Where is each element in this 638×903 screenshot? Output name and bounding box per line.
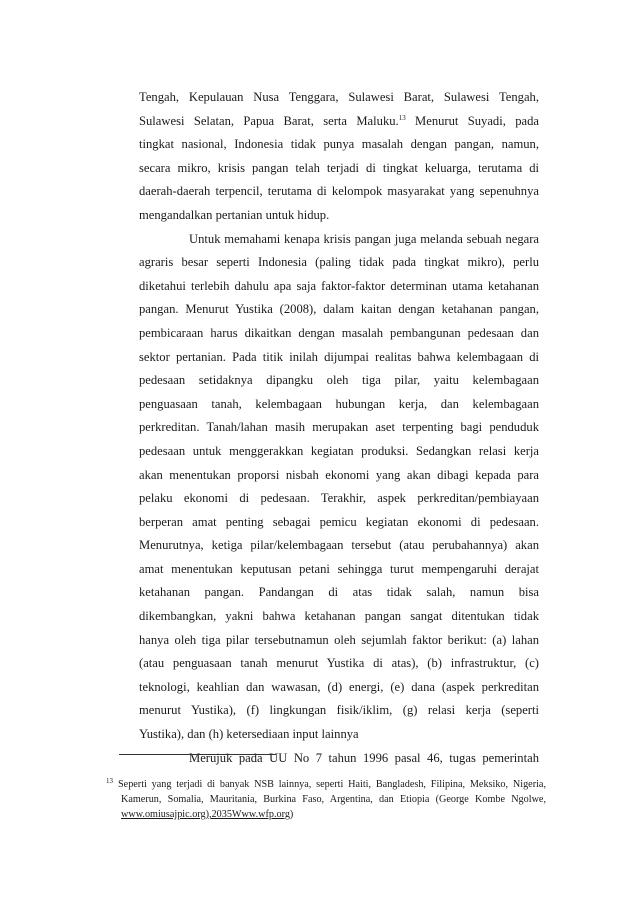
body-line-1: Tengah, Kepulauan Nusa Tenggara, Sulawesi Barat, Sulawesi Tengah, xyxy=(139,90,539,104)
footnote-line-2: Kamerun, Somalia, Mauritania, Burkina Faso, Argentina, dan Etiopia (George Kombe Ngolwe, xyxy=(121,794,546,805)
body-line-13: pedesaan setidaknya dipangku oleh tiga pilar, yaitu kelembagaan xyxy=(139,373,539,388)
body-line-16: pedesaan untuk menggerakkan kegiatan produksi. Sedangkan relasi kerja xyxy=(139,443,539,458)
body-line-10: pangan. Menurut Yustika (2008), dalam kaitan dengan ketahanan pangan, xyxy=(139,302,539,317)
footnote-line-3 xyxy=(106,807,546,822)
body-line-22: ketahanan pangan. Pandangan di atas tidak salah, namun bisa xyxy=(139,585,539,600)
body-line-9: diketahui terlebih dahulu apa saja faktor-faktor determinan utama ketahanan xyxy=(139,278,539,293)
body-line-2-tail: Menurut Suyadi, pada xyxy=(405,113,539,128)
body-line-6: mengandalkan pertanian untuk hidup. xyxy=(139,207,330,222)
body-line-26: teknologi, keahlian dan wawasan, (d) energi, (e) dana (aspek perkreditan xyxy=(139,679,539,694)
body-line-17: akan menentukan proporsi nisbah ekonomi yang akan dibagi kepada para xyxy=(139,467,539,482)
body-text xyxy=(139,86,539,770)
footnote-reference[interactable]: 13 xyxy=(398,113,406,122)
body-line-28: Yustika), dan (h) ketersediaan input lainnya xyxy=(139,727,359,742)
footnote-link[interactable]: www.omiusajpic.org),2035Www.wfp.org xyxy=(121,809,290,820)
body-line-4: secara mikro, krisis pangan telah terjadi di tingkat keluarga, terutama di xyxy=(139,160,539,175)
footnote-line-1 xyxy=(106,774,546,792)
body-line-20: Menurutnya, ketiga pilar/kelembagaan tersebut (atau perubahannya) akan xyxy=(139,538,539,553)
body-line-21: amat menentukan keputusan petani sehingga turut mempengaruhi derajat xyxy=(139,561,539,576)
body-line-11: pembicaraan harus dikaitkan dengan masalah pembangunan pedesaan dan xyxy=(139,325,539,340)
body-line-12: sektor pertanian. Pada titik inilah dijumpai realitas bahwa kelembagaan di xyxy=(139,349,539,364)
body-line-2 xyxy=(139,110,539,134)
body-line-27: menurut Yustika), (f) lingkungan fisik/iklim, (g) relasi kerja (seperti xyxy=(139,703,539,718)
body-line-25: (atau penguasaan tanah menurut Yustika di atas), (b) infrastruktur, (c) xyxy=(139,656,539,671)
footnote-line-1-text: Seperti yang terjadi di banyak NSB lainnya, seperti Haiti, Bangladesh, Filipina, Meksiko, Nigeria, xyxy=(118,779,546,790)
body-line-5: daerah-daerah terpencil, terutama di kelompok masyarakat yang sepenuhnya xyxy=(139,184,539,199)
body-line-14: penguasaan tanah, kelembagaan hubungan kerja, dan kelembagaan xyxy=(139,396,539,411)
footnote-separator xyxy=(119,754,276,755)
body-line-2-text: Sulawesi Selatan, Papua Barat, serta Maluku. xyxy=(139,113,399,128)
footnote xyxy=(106,774,546,822)
body-line-7: Untuk memahami kenapa krisis pangan juga melanda sebuah negara xyxy=(189,231,539,246)
body-line-23: dikembangkan, yakni bahwa ketahanan pangan sangat ditentukan tidak xyxy=(139,609,539,624)
body-line-29: Merujuk pada UU No 7 tahun 1996 pasal 46, tugas pemerintah xyxy=(189,750,539,765)
footnote-marker: 13 xyxy=(106,777,113,785)
body-line-19: berperan amat penting sebagai pemicu kegiatan ekonomi di pedesaan. xyxy=(139,514,539,529)
body-line-15: perkreditan. Tanah/lahan masih merupakan aset terpenting bagi penduduk xyxy=(139,420,539,435)
body-line-8: agraris besar seperti Indonesia (paling tidak pada tingkat mikro), perlu xyxy=(139,255,539,270)
body-line-3: tingkat nasional, Indonesia tidak punya masalah dengan pangan, namun, xyxy=(139,137,539,152)
footnote-closing: ) xyxy=(289,809,294,820)
body-line-18: pelaku ekonomi di pedesaan. Terakhir, aspek perkreditan/pembiayaan xyxy=(139,491,539,506)
body-line-24: hanya oleh tiga pilar tersebutnamun oleh sejumlah faktor berikut: (a) lahan xyxy=(139,632,539,647)
